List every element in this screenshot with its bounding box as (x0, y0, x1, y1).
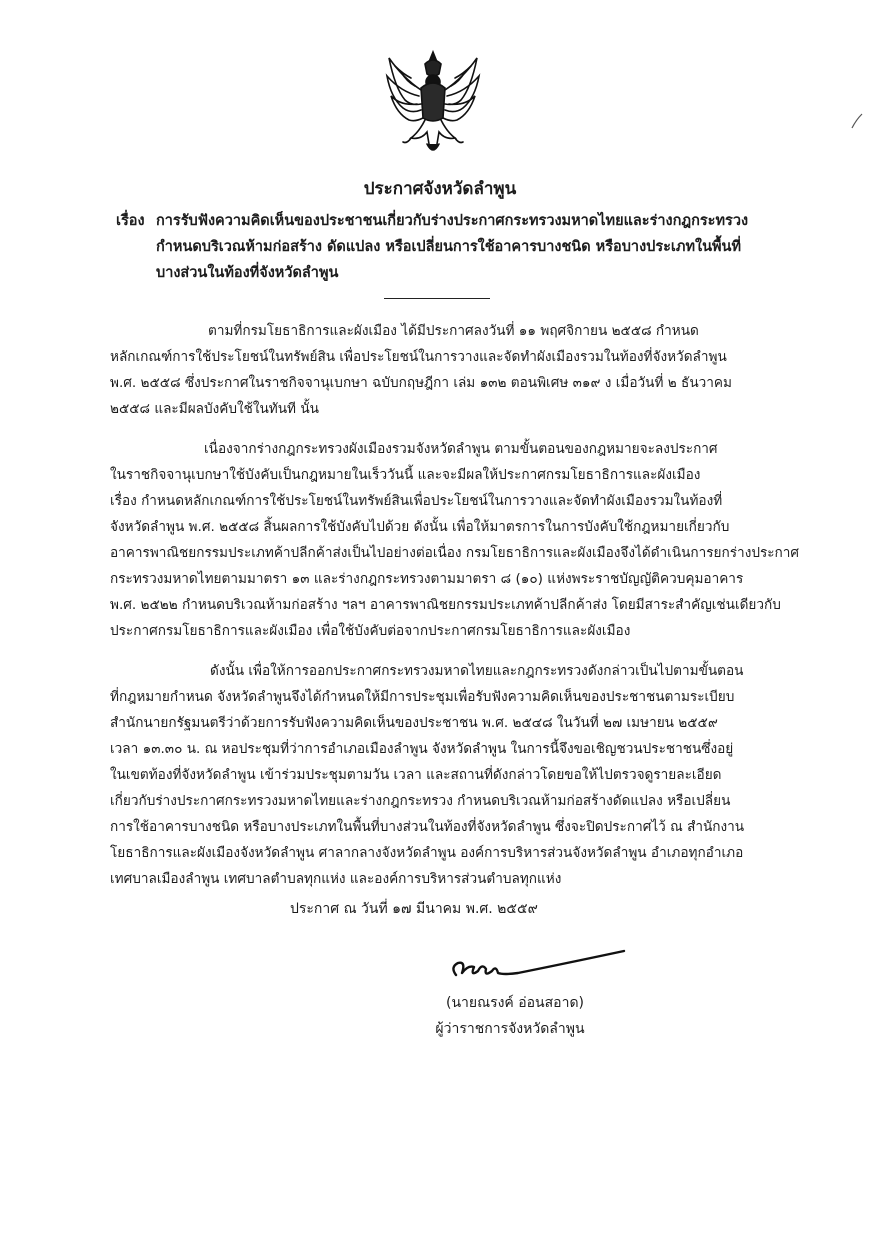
signer-name: (นายณรงค์ อ่อนสอาด) (445, 995, 584, 1011)
paragraph (110, 318, 798, 422)
paragraph-line: โยธาธิการและผังเมืองจังหวัดลำพูน ศาลากลางจังหวัดลำพูน องค์การบริหารส่วนจังหวัดลำพูน อำเภอทุกอำเภอ (110, 845, 744, 861)
paragraph-line: กระทรวงมหาดไทยตามมาตรา ๑๓ และร่างกฎกระทรวงตามมาตรา ๘ (๑๐) แห่งพระราชบัญญัติควบคุมอาคาร (110, 571, 744, 587)
paragraph-line: พ.ศ. ๒๕๒๒ กำหนดบริเวณห้ามก่อสร้าง ฯลฯ อาคารพาณิชยกรรมประเภทค้าปลีกค้าส่ง โดยมีสาระสำคัญเช่นเดียวกับ (110, 597, 781, 613)
paragraph-line: ตามที่กรมโยธาธิการและผังเมือง ได้มีประกาศลงวันที่ ๑๑ พฤศจิกายน ๒๕๕๘ กำหนด (208, 323, 699, 339)
paragraph (110, 436, 798, 644)
handwritten-signature (448, 945, 628, 985)
paragraph-line: อาคารพาณิชยกรรมประเภทค้าปลีกค้าส่งเป็นไปอย่างต่อเนื่อง กรมโยธาธิการและผังเมืองจึงได้ดำเนินการยกร่างประกาศ (110, 545, 800, 561)
subject-line: การรับฟังความคิดเห็นของประชาชนเกี่ยวกับร่างประกาศกระทรวงมหาดไทยและร่างกฎกระทรวง (156, 213, 749, 229)
subject-label: เรื่อง (116, 213, 145, 229)
paragraph-line: พ.ศ. ๒๕๕๘ ซึ่งประกาศในราชกิจจานุเบกษา ฉบับกฤษฎีกา เล่ม ๑๓๒ ตอนพิเศษ ๓๑๙ ง เมื่อวันที่ ๒ ธันวาคม (110, 375, 732, 391)
page-title: ประกาศจังหวัดลำพูน (363, 179, 517, 199)
paragraph-line: เทศบาลเมืองลำพูน เทศบาลตำบลทุกแห่ง และองค์การบริหารส่วนตำบลทุกแห่ง (110, 871, 562, 887)
paragraph-line: ในเขตท้องที่จังหวัดลำพูน เข้าร่วมประชุมตามวัน เวลา และสถานที่ดังกล่าวโดยขอให้ไปตรวจดูรายละเอียด (110, 767, 722, 783)
paragraph-line: ประกาศกรมโยธาธิการและผังเมือง เพื่อใช้บังคับต่อจากประกาศกรมโยธาธิการและผังเมือง (110, 623, 631, 639)
subject-line: กำหนดบริเวณห้ามก่อสร้าง ดัดแปลง หรือเปลี่ยนการใช้อาคารบางชนิด หรือบางประเภทในพื้นที่ (156, 239, 742, 255)
announcement-date: ประกาศ ณ วันที่ ๑๗ มีนาคม พ.ศ. ๒๕๕๙ (290, 901, 538, 917)
paragraph-line: จังหวัดลำพูน พ.ศ. ๒๕๕๘ สิ้นผลการใช้บังคับไปด้วย ดังนั้น เพื่อให้มาตรการในการบังคับใช้กฎหมายเกี่ยวกับ (110, 519, 730, 535)
paragraph-line: เวลา ๑๓.๓๐ น. ณ หอประชุมที่ว่าการอำเภอเมืองลำพูน จังหวัดลำพูน ในการนี้จึงขอเชิญชวนประชาชนซึ่งอยู่ (110, 741, 734, 757)
subject-text (156, 208, 796, 286)
paragraph-line: ๒๕๕๘ และมีผลบังคับใช้ในทันที นั้น (110, 401, 319, 417)
paragraph-line: การใช้อาคารบางชนิด หรือบางประเภทในพื้นที่บางส่วนในท้องที่จังหวัดลำพูน ซึ่งจะปิดประกาศไว้ ณ สำนักงาน (110, 819, 745, 835)
paragraph-line: เกี่ยวกับร่างประกาศกระทรวงมหาดไทยและร่างกฎกระทรวง กำหนดบริเวณห้ามก่อสร้างดัดแปลง หรือเปลี่ยน (110, 793, 731, 809)
paragraph-line: ดังนั้น เพื่อให้การออกประกาศกระทรวงมหาดไทยและกฎกระทรวงดังกล่าวเป็นไปตามขั้นตอน (210, 663, 744, 679)
paragraph-line: ในราชกิจจานุเบกษาใช้บังคับเป็นกฎหมายในเร็ววันนี้ และจะมีผลให้ประกาศกรมโยธาธิการและผังเมือง (110, 467, 701, 483)
paragraph-line: สำนักนายกรัฐมนตรีว่าด้วยการรับฟังความคิดเห็นของประชาชน พ.ศ. ๒๕๔๘ ในวันที่ ๒๗ เมษายน ๒๕๕๙ (110, 715, 718, 731)
body-text (110, 318, 798, 906)
stray-mark (850, 112, 864, 130)
paragraph-line: หลักเกณฑ์การใช้ประโยชน์ในทรัพย์สิน เพื่อประโยชน์ในการวางและจัดทำผังเมืองรวมในท้องที่จังหวัดลำพูน (110, 349, 727, 365)
paragraph-line: ที่กฎหมายกำหนด จังหวัดลำพูนจึงได้กำหนดให้มีการประชุมเพื่อรับฟังความคิดเห็นของประชาชนตามระเบียบ (110, 689, 735, 705)
paragraph-line: เรื่อง กำหนดหลักเกณฑ์การใช้ประโยชน์ในทรัพย์สินเพื่อประโยชน์ในการวางและจัดทำผังเมืองรวมในท้องที่ (110, 493, 723, 509)
signer-position: ผู้ว่าราชการจังหวัดลำพูน (435, 1021, 585, 1037)
paragraph (110, 658, 798, 892)
divider (384, 298, 490, 299)
garuda-emblem-icon (381, 48, 485, 158)
paragraph-line: เนื่องจากร่างกฎกระทรวงผังเมืองรวมจังหวัดลำพูน ตามขั้นตอนของกฎหมายจะลงประกาศ (204, 441, 718, 457)
subject-line: บางส่วนในท้องที่จังหวัดลำพูน (156, 265, 339, 281)
signer-block (420, 990, 610, 1042)
